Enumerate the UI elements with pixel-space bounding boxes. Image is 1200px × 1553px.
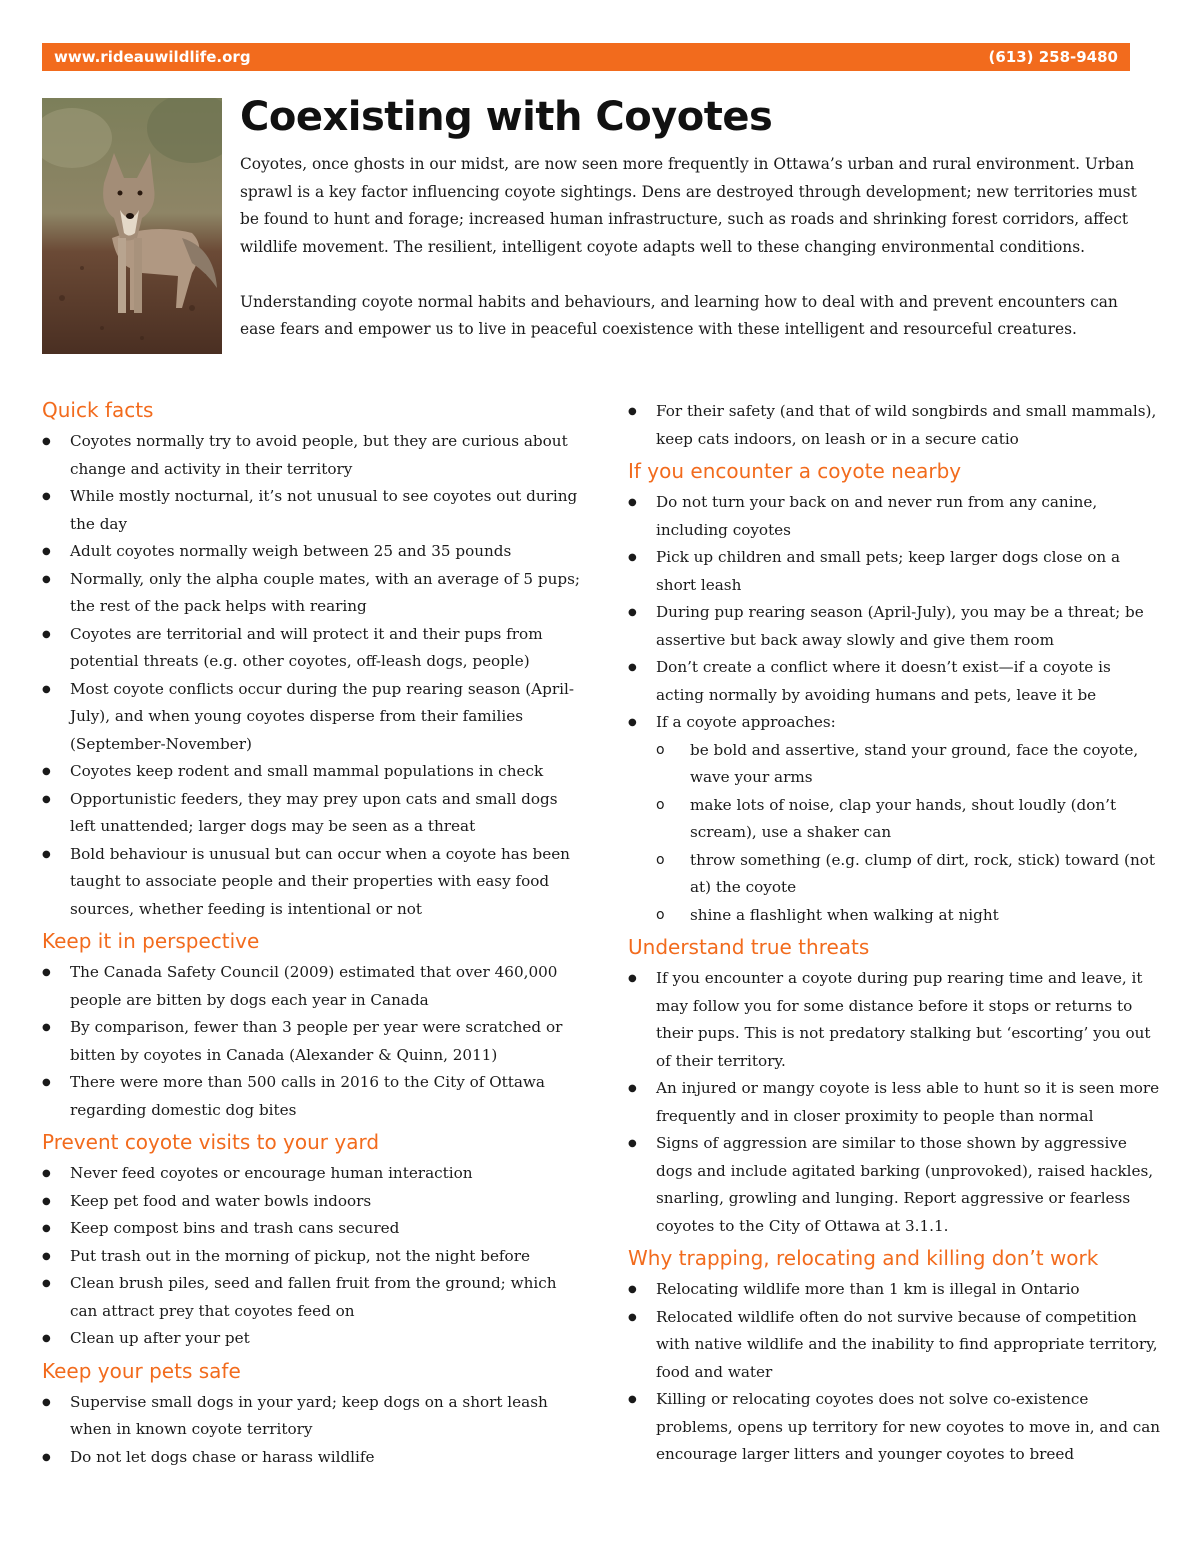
intro-text [240, 151, 1145, 344]
encounter-list [628, 489, 1163, 929]
coyote-photo [42, 98, 222, 354]
phone-number: (613) 258-9480 [988, 48, 1118, 66]
list-item: ● Relocating wildlife more than 1 km is illegal in Ontario [628, 1276, 1163, 1304]
list-item: ● Keep pet food and water bowls indoors [42, 1188, 582, 1216]
intro-paragraph: Coyotes, once ghosts in our midst, are now seen more frequently in Ottawa’s urban and rural environment. Urban sprawl is a key factor influencing coyote sightings. Dens are destroyed through development; new territories must be found to hunt and forage; increased human infrastructure, such as roads and shrinking forest corridors, affect wildlife movement. The resilient, intelligent coyote adapts well to these changing environmental conditions. [240, 155, 1137, 256]
list-item: ● There were more than 500 calls in 2016 to the City of Ottawa regarding domestic dog bites [42, 1069, 582, 1124]
section-heading-pets: Keep your pets safe [42, 1358, 241, 1383]
list-item: ● Clean up after your pet [42, 1325, 582, 1353]
list-item: ● Normally, only the alpha couple mates, with an average of 5 pups; the rest of the pack helps with rearing [42, 566, 582, 621]
list-item: ● An injured or mangy coyote is less able to hunt so it is seen more frequently and in closer proximity to people than normal [628, 1075, 1163, 1130]
sub-list-item: o throw something (e.g. clump of dirt, rock, stick) toward (not at) the coyote [656, 847, 1163, 902]
list-item: ● By comparison, fewer than 3 people per year were scratched or bitten by coyotes in Canada (Alexander & Quinn, 2011) [42, 1014, 582, 1069]
intro-paragraph: Understanding coyote normal habits and behaviours, and learning how to deal with and prevent encounters can ease fears and empower us to live in peaceful coexistence with these intelligent and resourceful creatures. [240, 292, 1118, 338]
section-heading-encounter: If you encounter a coyote nearby [628, 459, 962, 483]
section-heading-threats: Understand true threats [628, 935, 870, 959]
list-item [628, 709, 1163, 929]
pets-list-continued [628, 398, 1163, 453]
header-bar [42, 43, 1130, 71]
section-heading-trapping: Why trapping, relocating and killing don’t work [628, 1246, 1099, 1270]
list-item: ● Do not let dogs chase or harass wildlife [42, 1444, 582, 1472]
sub-list-item: o shine a flashlight when walking at night [656, 902, 1163, 930]
trapping-list [628, 1276, 1163, 1469]
sub-list-item: o be bold and assertive, stand your ground, face the coyote, wave your arms [656, 737, 1163, 792]
list-item-text: If a coyote approaches: [656, 713, 836, 731]
right-column [628, 398, 1163, 1473]
sub-list-item: o make lots of noise, clap your hands, shout loudly (don’t scream), use a shaker can [656, 792, 1163, 847]
list-item: ● Adult coyotes normally weigh between 25 and 35 pounds [42, 538, 582, 566]
list-item: ● Coyotes normally try to avoid people, but they are curious about change and activity in their territory [42, 428, 582, 483]
website-link[interactable]: www.rideauwildlife.org [54, 48, 251, 66]
list-item: ● Most coyote conflicts occur during the pup rearing season (April-July), and when young coyotes disperse from their families (September-November) [42, 676, 582, 759]
list-item: ● For their safety (and that of wild songbirds and small mammals), keep cats indoors, on leash or in a secure catio [628, 398, 1163, 453]
list-item: ● Do not turn your back on and never run from any canine, including coyotes [628, 489, 1163, 544]
list-item: ● Put trash out in the morning of pickup, not the night before [42, 1243, 582, 1271]
perspective-list [42, 959, 582, 1124]
approach-sublist [656, 737, 1163, 930]
list-item: ● Supervise small dogs in your yard; keep dogs on a short leash when in known coyote territory [42, 1389, 582, 1444]
threats-list [628, 965, 1163, 1240]
list-item: ● Killing or relocating coyotes does not solve co-existence problems, opens up territory for new coyotes to move in, and can encourage larger litters and younger coyotes to breed [628, 1386, 1163, 1469]
section-heading-prevent: Prevent coyote visits to your yard [42, 1130, 380, 1154]
list-item: ● Pick up children and small pets; keep larger dogs close on a short leash [628, 544, 1163, 599]
list-item: ● If you encounter a coyote during pup rearing time and leave, it may follow you for some distance before it stops or returns to their pups. This is not predatory stalking but ‘escorting’ you out of their territory. [628, 965, 1163, 1075]
section-heading-quick-facts: Quick facts [42, 398, 154, 422]
list-item: ● Coyotes are territorial and will protect it and their pups from potential threats (e.g. other coyotes, off-leash dogs, people) [42, 621, 582, 676]
prevent-list [42, 1160, 582, 1353]
section-heading-perspective: Keep it in perspective [42, 929, 260, 953]
list-item: ● Opportunistic feeders, they may prey upon cats and small dogs left unattended; larger dogs may be seen as a threat [42, 786, 582, 841]
list-item: ● Never feed coyotes or encourage human interaction [42, 1160, 582, 1188]
list-item: ● The Canada Safety Council (2009) estimated that over 460,000 people are bitten by dogs each year in Canada [42, 959, 582, 1014]
list-item: ● Coyotes keep rodent and small mammal populations in check [42, 758, 582, 786]
list-item: ● Clean brush piles, seed and fallen fruit from the ground; which can attract prey that coyotes feed on [42, 1270, 582, 1325]
list-item: ● Don’t create a conflict where it doesn’t exist—if a coyote is acting normally by avoiding humans and pets, leave it be [628, 654, 1163, 709]
page-title: Coexisting with Coyotes [240, 94, 773, 140]
list-item: ● During pup rearing season (April-July), you may be a threat; be assertive but back away slowly and give them room [628, 599, 1163, 654]
pets-list [42, 1389, 582, 1472]
left-column [42, 396, 582, 1475]
quick-facts-list [42, 428, 582, 923]
list-item: ● Bold behaviour is unusual but can occur when a coyote has been taught to associate people and their properties with easy food sources, whether feeding is intentional or not [42, 841, 582, 924]
list-item: ● Relocated wildlife often do not survive because of competition with native wildlife and the inability to find appropriate territory, food and water [628, 1304, 1163, 1387]
list-item: ● Keep compost bins and trash cans secured [42, 1215, 582, 1243]
list-item: ● While mostly nocturnal, it’s not unusual to see coyotes out during the day [42, 483, 582, 538]
list-item: ● Signs of aggression are similar to those shown by aggressive dogs and include agitated barking (unprovoked), raised hackles, snarling, growling and lunging. Report aggressive or fearless coyotes to the City of Ottawa at 3.1.1. [628, 1130, 1163, 1240]
